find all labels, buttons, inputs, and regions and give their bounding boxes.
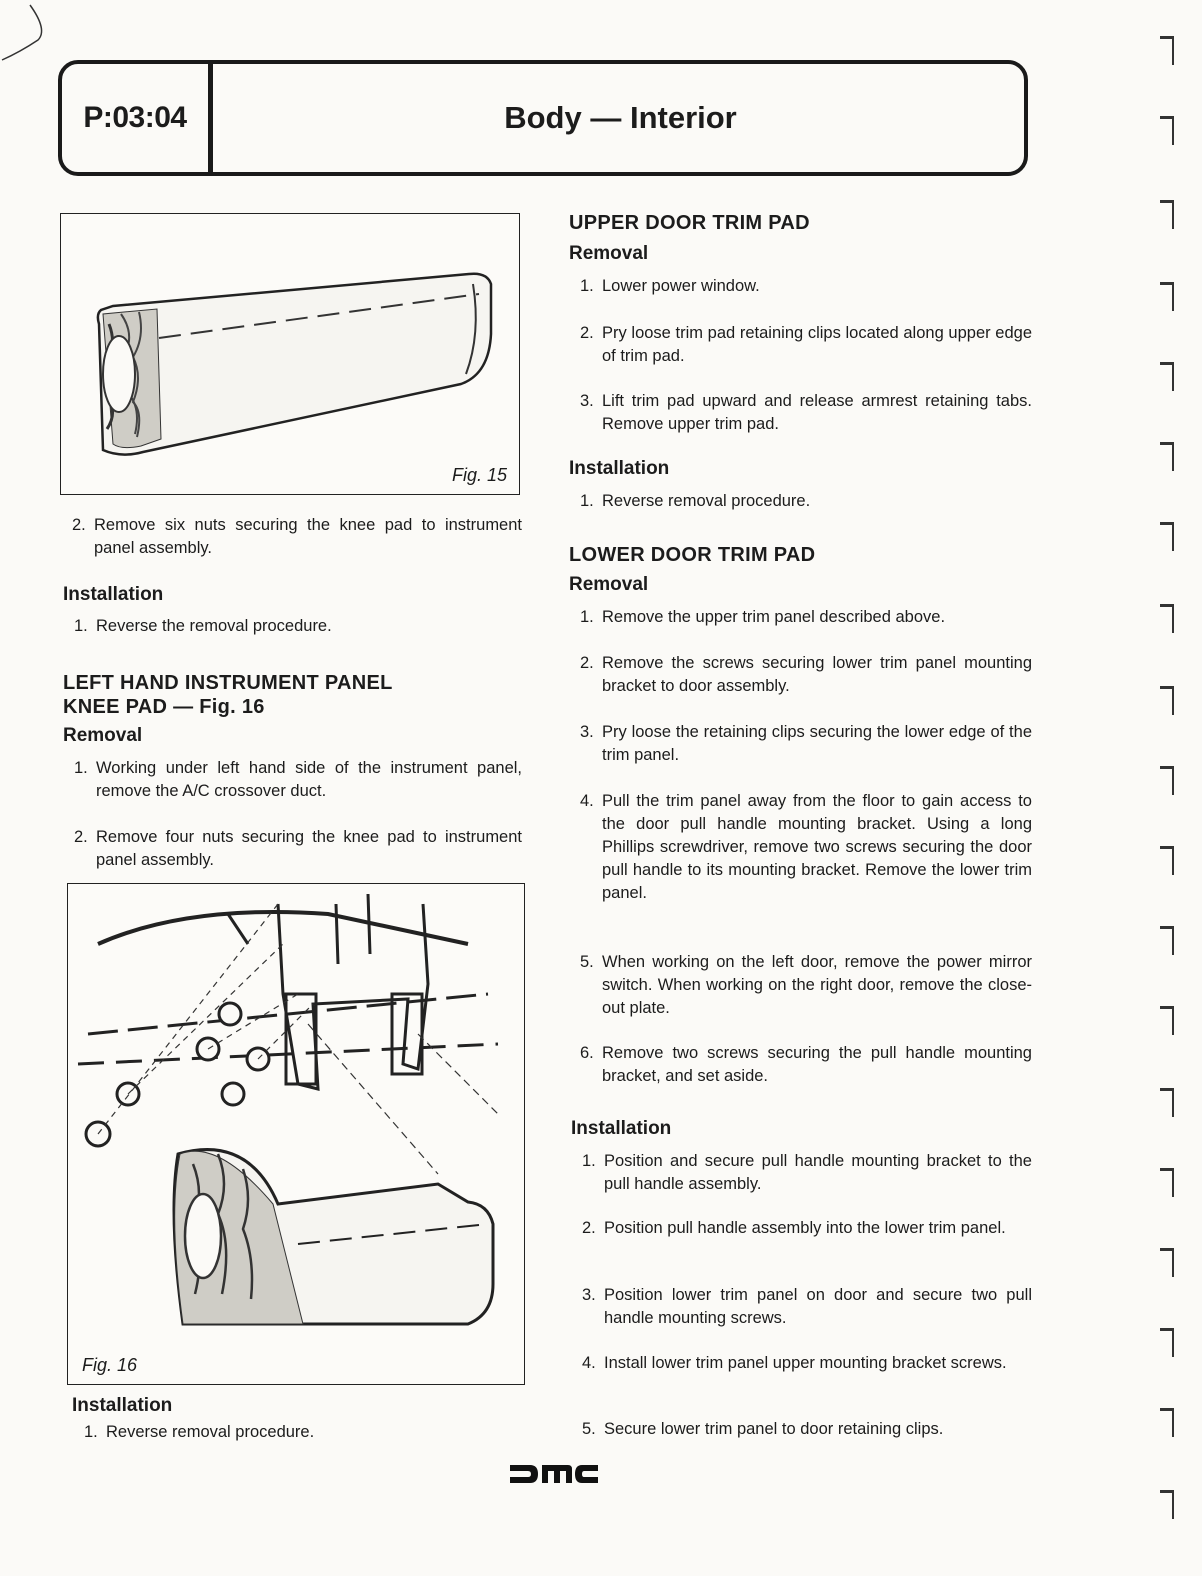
- list-item-text: Reverse removal procedure.: [106, 1423, 315, 1441]
- list-item: [74, 615, 522, 638]
- installation-heading: Installation: [72, 1395, 173, 1416]
- list-item: [582, 1352, 1032, 1375]
- list-item: [582, 1418, 1032, 1441]
- margin-mark: [1160, 522, 1174, 551]
- removal-heading: Removal: [569, 574, 649, 595]
- list-item-number: 3.: [582, 1286, 596, 1304]
- list-item: [580, 490, 1032, 513]
- list-item-number: 3.: [580, 392, 594, 410]
- list-item: [580, 721, 1032, 767]
- margin-mark: [1160, 686, 1174, 715]
- list-item-number: 2.: [580, 324, 594, 342]
- list-item-number: 6.: [580, 1044, 594, 1062]
- list-item-number: 5.: [580, 953, 594, 971]
- list-item-text: Remove four nuts securing the knee pad to instrument panel assembly.: [96, 828, 522, 869]
- knee-pad-bracket-illustration: [68, 884, 522, 1382]
- list-item-number: 2.: [72, 516, 86, 534]
- list-item-text: Position and secure pull handle mounting bracket to the pull handle assembly.: [604, 1152, 1032, 1193]
- list-item-text: Install lower trim panel upper mounting bracket screws.: [604, 1354, 1007, 1372]
- list-item-text: Remove the upper trim panel described above.: [602, 608, 946, 626]
- list-item-number: 1.: [84, 1423, 98, 1441]
- list-item-text: Pull the trim panel away from the floor to gain access to the door pull handle mounting bracket. Using a long Phillips screwdriver, remove two screws securing the door pull handle to its mounting bracket. Remove the lower trim panel.: [602, 792, 1032, 902]
- margin-mark: [1160, 282, 1174, 311]
- margin-mark: [1160, 200, 1174, 229]
- list-item: [582, 1150, 1032, 1196]
- page-code: P:03:04: [83, 101, 187, 134]
- installation-heading: Installation: [63, 584, 164, 605]
- knee-pad-illustration: [61, 214, 517, 492]
- list-item-text: Reverse the removal procedure.: [96, 617, 332, 635]
- list-item: [580, 1042, 1032, 1088]
- list-item-number: 1.: [74, 617, 88, 635]
- list-item-text: Lower power window.: [602, 277, 760, 295]
- list-item-text: When working on the left door, remove the power mirror switch. When working on the right door, remove the close-out plate.: [602, 953, 1032, 1017]
- margin-mark: [1160, 1248, 1174, 1277]
- figure-16: [67, 883, 525, 1385]
- installation-heading: Installation: [571, 1118, 672, 1139]
- margin-mark: [1160, 926, 1174, 955]
- list-item-number: 4.: [580, 792, 594, 810]
- list-item-text: Lift trim pad upward and release armrest retaining tabs. Remove upper trim pad.: [602, 392, 1032, 433]
- dmc-logo-text: DMC: [508, 1462, 511, 1463]
- list-item: [580, 275, 1032, 298]
- list-item-text: Secure lower trim panel to door retaining clips.: [604, 1420, 944, 1438]
- list-item-text: Remove six nuts securing the knee pad to instrument panel assembly.: [94, 516, 522, 557]
- list-item: [580, 322, 1032, 368]
- list-item: [582, 1284, 1032, 1330]
- list-item-text: Working under left hand side of the instrument panel, remove the A/C crossover duct.: [96, 759, 522, 800]
- margin-mark: [1160, 442, 1174, 471]
- margin-mark: [1160, 36, 1174, 65]
- margin-mark: [1160, 1490, 1174, 1519]
- figure-15-caption: Fig. 15: [451, 465, 507, 485]
- list-item-number: 4.: [582, 1354, 596, 1372]
- margin-mark: [1160, 362, 1174, 391]
- margin-mark: [1160, 116, 1174, 145]
- list-item-number: 1.: [580, 608, 594, 626]
- dmc-logo: [508, 1462, 600, 1486]
- list-item-text: Pry loose trim pad retaining clips located along upper edge of trim pad.: [602, 324, 1032, 365]
- list-item-number: 2.: [74, 828, 88, 846]
- list-item-number: 2.: [580, 654, 594, 672]
- list-item-text: Position pull handle assembly into the lower trim panel.: [604, 1219, 1006, 1237]
- list-item-text: Remove two screws securing the pull handle mounting bracket, and set aside.: [602, 1044, 1032, 1085]
- list-item-number: 2.: [582, 1219, 596, 1237]
- list-item-number: 3.: [580, 723, 594, 741]
- margin-mark: [1160, 1328, 1174, 1357]
- list-item: [72, 514, 522, 560]
- list-item: [580, 951, 1032, 1020]
- upper-door-trim-pad-title: UPPER DOOR TRIM PAD: [569, 212, 810, 234]
- list-item: [582, 1217, 1032, 1240]
- margin-mark: [1160, 1168, 1174, 1197]
- section-title-line1: LEFT HAND INSTRUMENT PANEL: [63, 672, 393, 694]
- section-title-line2: KNEE PAD — Fig. 16: [63, 696, 265, 718]
- list-item-number: 1.: [580, 277, 594, 295]
- list-item: [580, 790, 1032, 905]
- installation-heading: Installation: [569, 458, 670, 479]
- list-item: [84, 1421, 524, 1444]
- list-item-text: Position lower trim panel on door and secure two pull handle mounting screws.: [604, 1286, 1032, 1327]
- list-item: [580, 390, 1032, 436]
- list-item-number: 1.: [580, 492, 594, 510]
- margin-mark: [0, 0, 60, 70]
- list-item: [74, 826, 522, 872]
- list-item-text: Reverse removal procedure.: [602, 492, 811, 510]
- page-title: Body — Interior: [504, 100, 737, 135]
- removal-heading: Removal: [569, 243, 649, 264]
- margin-mark: [1160, 604, 1174, 633]
- list-item-text: Remove the screws securing lower trim panel mounting bracket to door assembly.: [602, 654, 1032, 695]
- list-item-number: 1.: [582, 1152, 596, 1170]
- margin-mark: [1160, 846, 1174, 875]
- lower-door-trim-pad-title: LOWER DOOR TRIM PAD: [569, 544, 816, 566]
- margin-mark: [1160, 1408, 1174, 1437]
- margin-mark: [1160, 766, 1174, 795]
- list-item-number: 5.: [582, 1420, 596, 1438]
- margin-mark: [1160, 1006, 1174, 1035]
- figure-16-caption: Fig. 16: [82, 1355, 138, 1375]
- removal-heading: Removal: [63, 725, 143, 746]
- list-item: [74, 757, 522, 803]
- figure-15: [60, 213, 520, 495]
- margin-mark: [1160, 1088, 1174, 1117]
- list-item: [580, 606, 1032, 629]
- list-item: [580, 652, 1032, 698]
- list-item-text: Pry loose the retaining clips securing the lower edge of the trim panel.: [602, 723, 1032, 764]
- list-item-number: 1.: [74, 759, 88, 777]
